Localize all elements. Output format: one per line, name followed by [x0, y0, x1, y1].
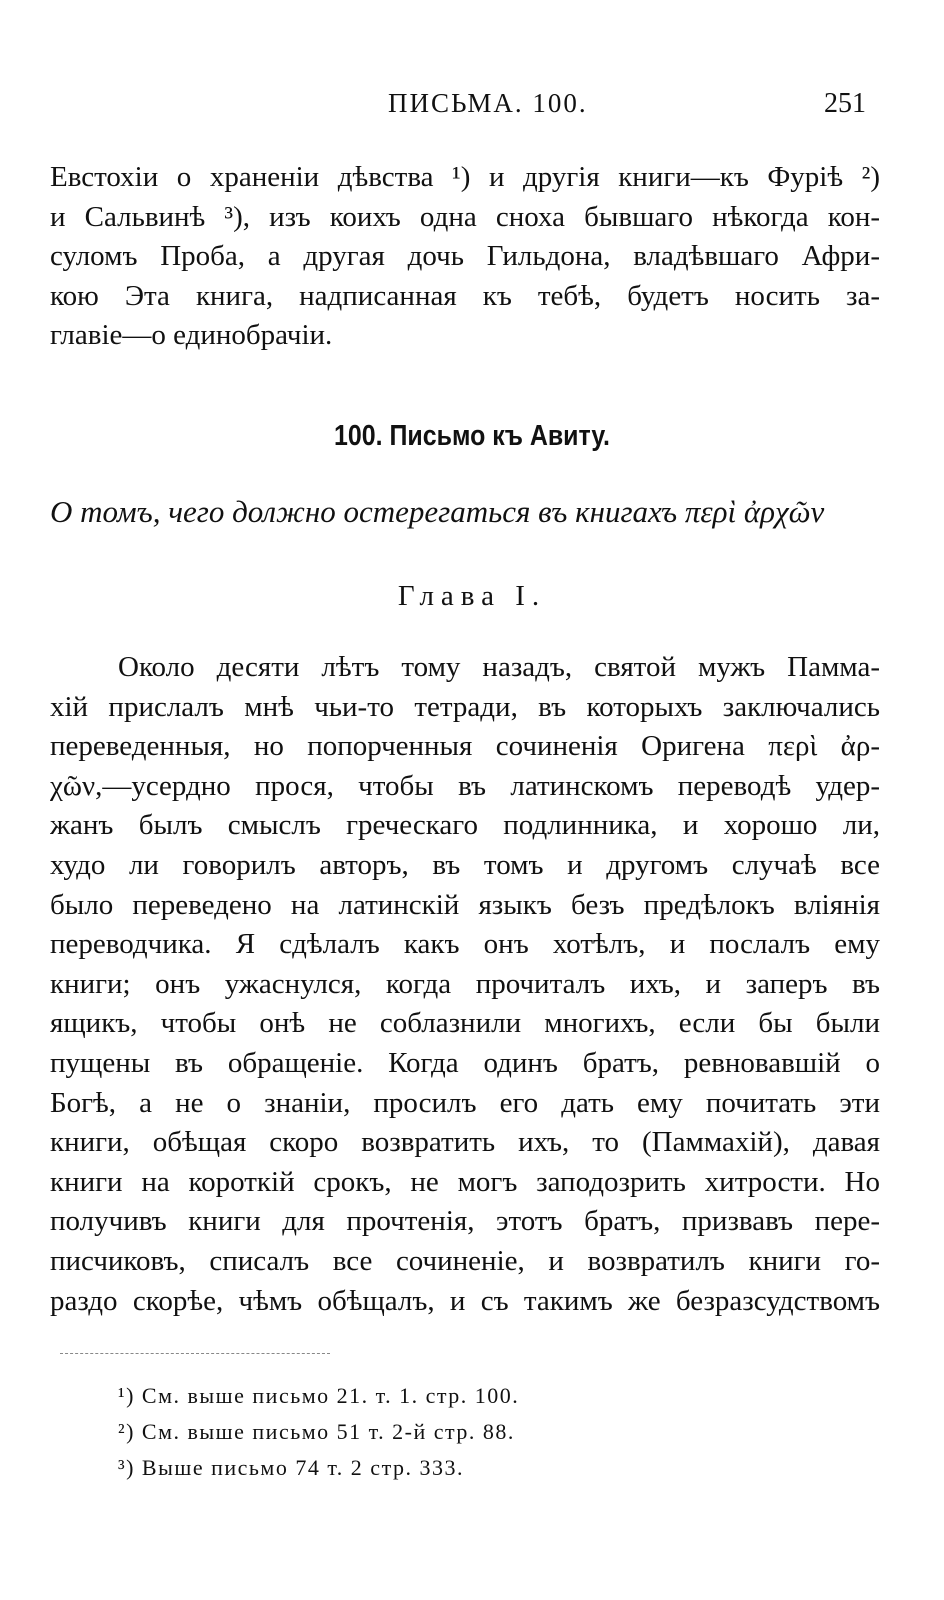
text-line: книги, обѣщая скоро возвратить ихъ, то (Паммахій), давая [50, 1126, 880, 1159]
text-line: χῶν,—усердно прося, чтобы въ латинскомъ переводѣ удер- [50, 769, 880, 802]
footnote: ³) Выше письмо 74 т. 2 стр. 333. [118, 1455, 464, 1480]
text-line: кою Эта книга, надписанная къ тебѣ, будетъ носить за- [50, 279, 880, 312]
footnote: ¹) См. выше письмо 21. т. 1. стр. 100. [118, 1383, 520, 1408]
text-line: книги на короткій срокъ, не могъ заподозрить хитрости. Но [50, 1165, 880, 1198]
text-line: переведенныя, но попорченныя сочиненія Оригена περὶ ἀρ- [50, 730, 880, 763]
running-header [0, 88, 944, 128]
text-line: переводчика. Я сдѣлалъ какъ онъ хотѣлъ, и послалъ ему [50, 928, 880, 961]
section-subtitle: О томъ, чего должно остерегаться въ книгахъ περὶ ἀρχῶν [50, 494, 825, 529]
continuation-paragraph [50, 158, 880, 356]
footnote-separator [60, 1353, 330, 1354]
text-line: Евстохіи о храненіи дѣвства ¹) и другія книги—къ Фуріѣ ²) [50, 161, 880, 193]
text-line: раздо скорѣе, чѣмъ обѣщалъ, и съ такимъ же безразсудствомъ [50, 1284, 880, 1317]
footnotes [118, 1378, 818, 1486]
text-line: худо ли говорилъ авторъ, въ томъ и другомъ случаѣ все [50, 848, 880, 881]
text-line: было переведено на латинскій языкъ безъ предѣлокъ вліянія [50, 888, 880, 921]
text-line: Около десяти лѣтъ тому назадъ, святой мужъ Памма- [118, 651, 880, 683]
text-line: писчиковъ, списалъ все сочиненіе, и возвратилъ книги го- [50, 1244, 880, 1277]
text-line: получивъ книги для прочтенія, этотъ братъ, призвавъ пере- [50, 1205, 880, 1238]
text-line: суломъ Проба, а другая дочь Гильдона, владѣвшаго Афри- [50, 240, 880, 273]
section-heading: 100. Письмо къ Авиту. [334, 420, 610, 452]
text-line: пущены въ обращеніе. Когда одинъ братъ, ревновавшій о [50, 1046, 880, 1079]
text-line: жанъ былъ смыслъ греческаго подлинника, и хорошо ли, [50, 809, 880, 842]
text-line: ящикъ, чтобы онѣ не соблазнили многихъ, если бы были [50, 1007, 880, 1040]
text-line: Богѣ, а не о знаніи, просилъ его дать ему почитать эти [50, 1086, 880, 1119]
chapter-title: Глава I. [397, 580, 547, 612]
running-title: ПИСЬМА. 100. [388, 88, 588, 118]
text-line: и Сальвинѣ ³), изъ коихъ одна сноха бывшаго нѣкогда кон- [50, 200, 880, 233]
text-line: главіе—о единобрачіи. [50, 319, 333, 352]
page-number: 251 [824, 88, 866, 119]
footnote: ²) См. выше письмо 51 т. 2-й стр. 88. [118, 1419, 515, 1444]
text-line: книги; онъ ужаснулся, когда прочиталъ ихъ, и заперъ въ [50, 967, 880, 1000]
main-paragraph [50, 648, 880, 1321]
text-line: хій прислалъ мнѣ чьи-то тетради, въ которыхъ заключались [50, 690, 880, 723]
